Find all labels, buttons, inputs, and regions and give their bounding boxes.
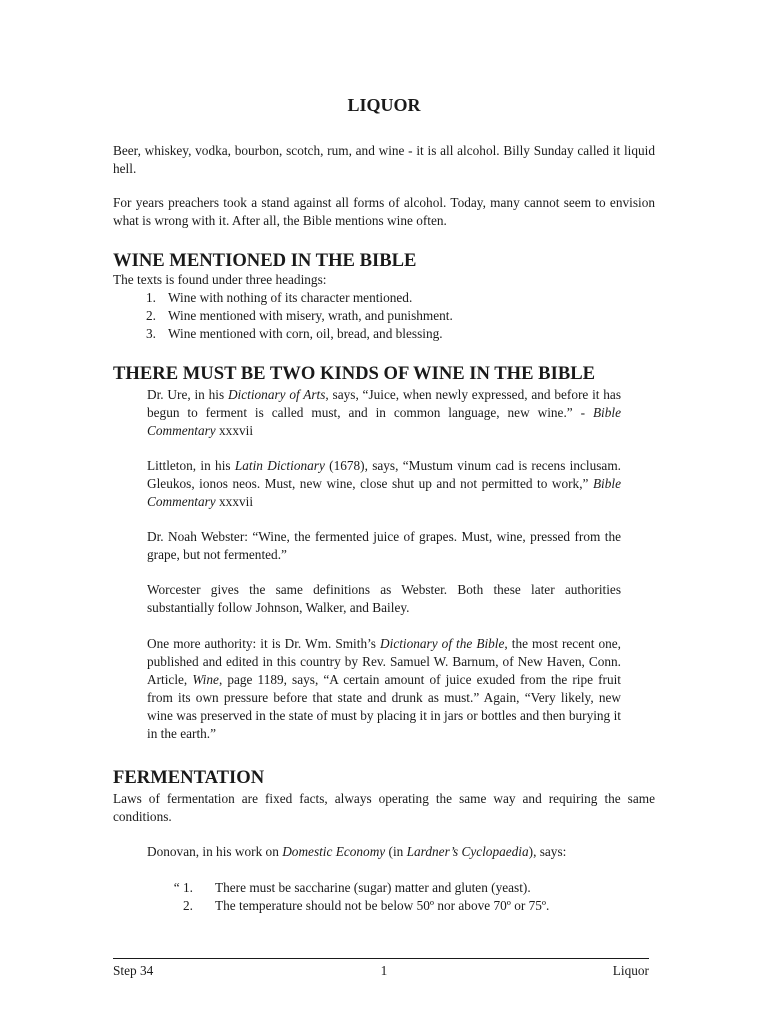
list-text: Wine mentioned with misery, wrath, and punishment.: [168, 308, 453, 323]
quote-ure: [147, 386, 621, 440]
section-heading-fermentation: FERMENTATION: [113, 767, 265, 788]
quote-text: Dr. Ure, in his: [147, 387, 228, 402]
book-title: Lardner’s Cyclopaedia: [406, 844, 529, 859]
section-heading-wine-mentioned: WINE MENTIONED IN THE BIBLE: [113, 250, 417, 271]
quote-text: , page 1189, says, “A certain amount of juice exuded from the ripe fruit from its own pressure before that state and drunk as must.” Again, “Very likely, new wine was preserved in the state of must by placing it in jars or bottles and then burying it in the earth.”: [147, 672, 621, 741]
book-title: Wine: [192, 672, 219, 687]
quote-smith: [147, 635, 621, 743]
section-heading-two-kinds: THERE MUST BE TWO KINDS OF WINE IN THE BIBLE: [113, 363, 596, 384]
book-title: Dictionary of the Bible: [380, 636, 505, 651]
book-title: Dictionary of Arts: [227, 387, 326, 402]
list-item: [115, 897, 635, 915]
page-title: LIQUOR: [347, 95, 421, 115]
quote-text: , says, “Juice, when newly expressed, and before it has begun to ferment is called must, and in common language, new wine.” -: [147, 387, 621, 420]
quote-webster: Dr. Noah Webster: “Wine, the fermented juice of grapes. Must, wine, pressed from the grape, but not fermented.”: [147, 529, 621, 562]
list-text: There must be saccharine (sugar) matter and gluten (yeast).: [215, 880, 531, 895]
list-number: “ 1.: [173, 880, 193, 895]
fermentation-paragraph: Laws of fermentation are fixed facts, always operating the same way and requiring the same conditions.: [113, 791, 655, 824]
quote-text: One more authority: it is Dr. Wm. Smith’s: [147, 636, 381, 651]
list-item: [115, 879, 635, 897]
quote-text: ), says:: [528, 844, 567, 859]
list-item: [130, 289, 650, 307]
book-title: Bible Commentary: [147, 476, 621, 509]
list-item: [130, 325, 650, 343]
list-number: 2.: [146, 308, 156, 323]
quote-text: xxxvii: [215, 494, 254, 509]
list-text: Wine with nothing of its character mentioned.: [168, 290, 413, 305]
list-number: 2.: [183, 898, 193, 913]
list-text: Wine mentioned with corn, oil, bread, and blessing.: [168, 326, 443, 341]
list-number: 3.: [146, 326, 156, 341]
intro-paragraph-1: Beer, whiskey, vodka, bourbon, scotch, rum, and wine - it is all alcohol. Billy Sunday called it liquid hell.: [113, 143, 655, 176]
quote-text: Littleton, in his: [147, 458, 235, 473]
page-number: 1: [380, 963, 388, 978]
list-item: [130, 307, 650, 325]
list-text: The temperature should not be below 50º nor above 70º or 75º.: [215, 898, 550, 913]
intro-paragraph-2: For years preachers took a stand against all forms of alcohol. Today, many cannot seem to envision what is wrong with it. After all, the Bible mentions wine often.: [113, 195, 655, 228]
book-title: Latin Dictionary: [234, 458, 325, 473]
book-title: Domestic Economy: [282, 844, 386, 859]
quote-text: xxxvii: [215, 423, 254, 438]
quote-text: , the most recent one, published and edited in this country by Rev. Samuel W. Barnum, of New Haven, Conn. Article,: [147, 636, 621, 687]
footer-divider: [113, 958, 649, 959]
quote-littleton: [147, 457, 621, 511]
quote-text: Donovan, in his work on: [147, 844, 283, 859]
footer-chapter: Liquor: [612, 963, 649, 978]
list-number: 1.: [146, 290, 156, 305]
quote-text: (1678), says, “Mustum vinum cad is recens inclusam. Gleukos, ionos neos. Must, new wine, close shut up and not permitted to work,”: [147, 458, 621, 491]
quote-text: (in: [385, 844, 407, 859]
section1-lead: The texts is found under three headings:: [113, 272, 327, 287]
book-title: Bible Commentary: [147, 405, 621, 438]
quote-donovan: [147, 843, 621, 861]
quote-worcester: Worcester gives the same definitions as Webster. Both these later authorities substantially follow Johnson, Walker, and Bailey.: [147, 582, 621, 615]
footer-step: Step 34: [113, 963, 154, 978]
